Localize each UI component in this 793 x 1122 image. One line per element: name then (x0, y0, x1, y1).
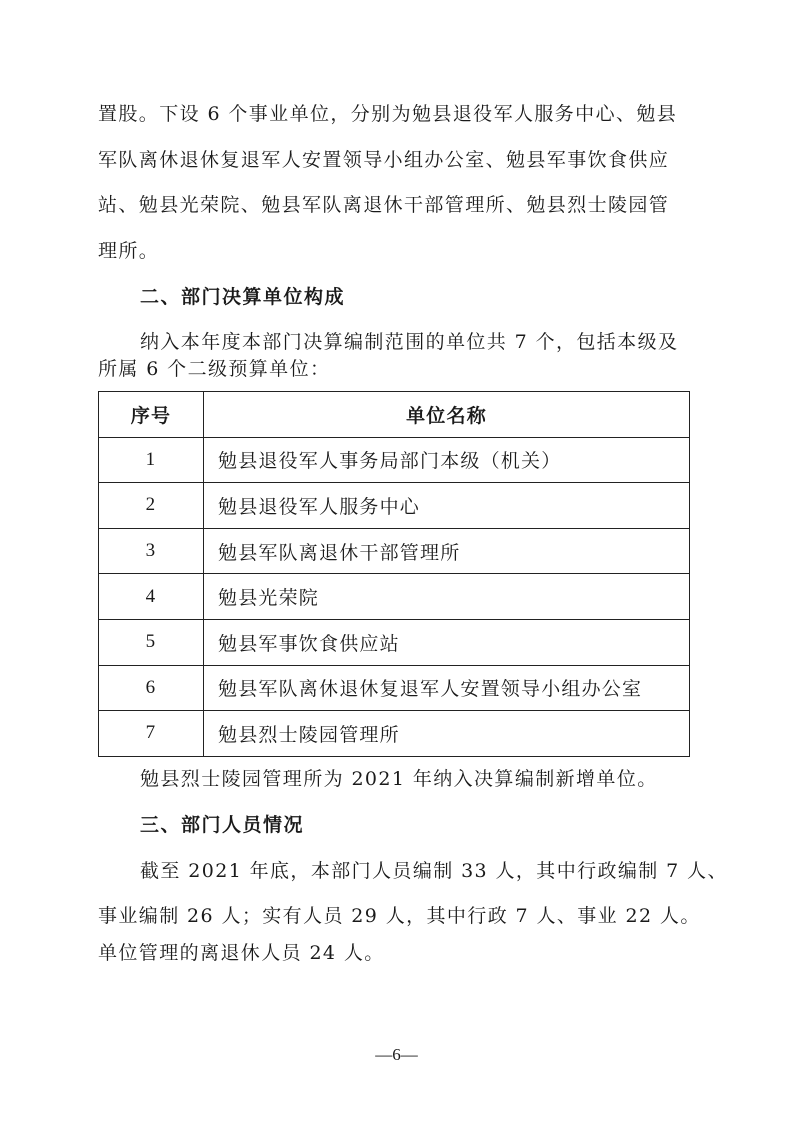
table-note: 勉县烈士陵园管理所为 2021 年纳入决算编制新增单位。 (140, 768, 658, 790)
row-number: 2 (99, 483, 204, 529)
row-number: 5 (99, 619, 204, 665)
row-number: 1 (99, 437, 204, 483)
table-header-row (99, 392, 690, 438)
row-unit-name: 勉县军事饮食供应站 (204, 619, 690, 665)
paragraph-line: 事业编制 26 人；实有人员 29 人，其中行政 7 人、事业 22 人。 (98, 905, 701, 927)
page-number: —6— (375, 1045, 418, 1064)
paragraph-line: 军队离休退休复退军人安置领导小组办公室、勉县军事饮食供应 (98, 149, 670, 171)
paragraph-line: 截至 2021 年底，本部门人员编制 33 人，其中行政编制 7 人、 (140, 860, 728, 882)
row-number: 4 (99, 574, 204, 620)
section-heading-units: 二、部门决算单位构成 (140, 286, 346, 308)
row-unit-name: 勉县军队离休退休复退军人安置领导小组办公室 (204, 665, 690, 711)
paragraph-line: 理所。 (98, 240, 160, 262)
units-table (98, 391, 690, 757)
row-unit-name: 勉县光荣院 (204, 574, 690, 620)
header-unit-name: 单位名称 (204, 392, 690, 438)
paragraph-line: 所属 6 个二级预算单位： (98, 358, 331, 380)
paragraph-line: 站、勉县光荣院、勉县军队离退休干部管理所、勉县烈士陵园管 (98, 194, 670, 216)
row-unit-name: 勉县军队离退休干部管理所 (204, 528, 690, 574)
table-row (99, 437, 690, 483)
table-row (99, 574, 690, 620)
table-row (99, 619, 690, 665)
paragraph-line: 单位管理的离退休人员 24 人。 (98, 942, 385, 964)
row-number: 7 (99, 711, 204, 757)
paragraph-line: 置股。下设 6 个事业单位，分别为勉县退役军人服务中心、勉县 (98, 103, 678, 125)
row-unit-name: 勉县烈士陵园管理所 (204, 711, 690, 757)
table-row (99, 528, 690, 574)
row-unit-name: 勉县退役军人事务局部门本级（机关） (204, 437, 690, 483)
header-serial: 序号 (99, 392, 204, 438)
row-unit-name: 勉县退役军人服务中心 (204, 483, 690, 529)
paragraph-line: 纳入本年度本部门决算编制范围的单位共 7 个，包括本级及 (140, 331, 679, 353)
section-heading-staff: 三、部门人员情况 (140, 814, 305, 836)
row-number: 3 (99, 528, 204, 574)
table-row (99, 665, 690, 711)
row-number: 6 (99, 665, 204, 711)
table-row (99, 483, 690, 529)
table-row (99, 711, 690, 757)
